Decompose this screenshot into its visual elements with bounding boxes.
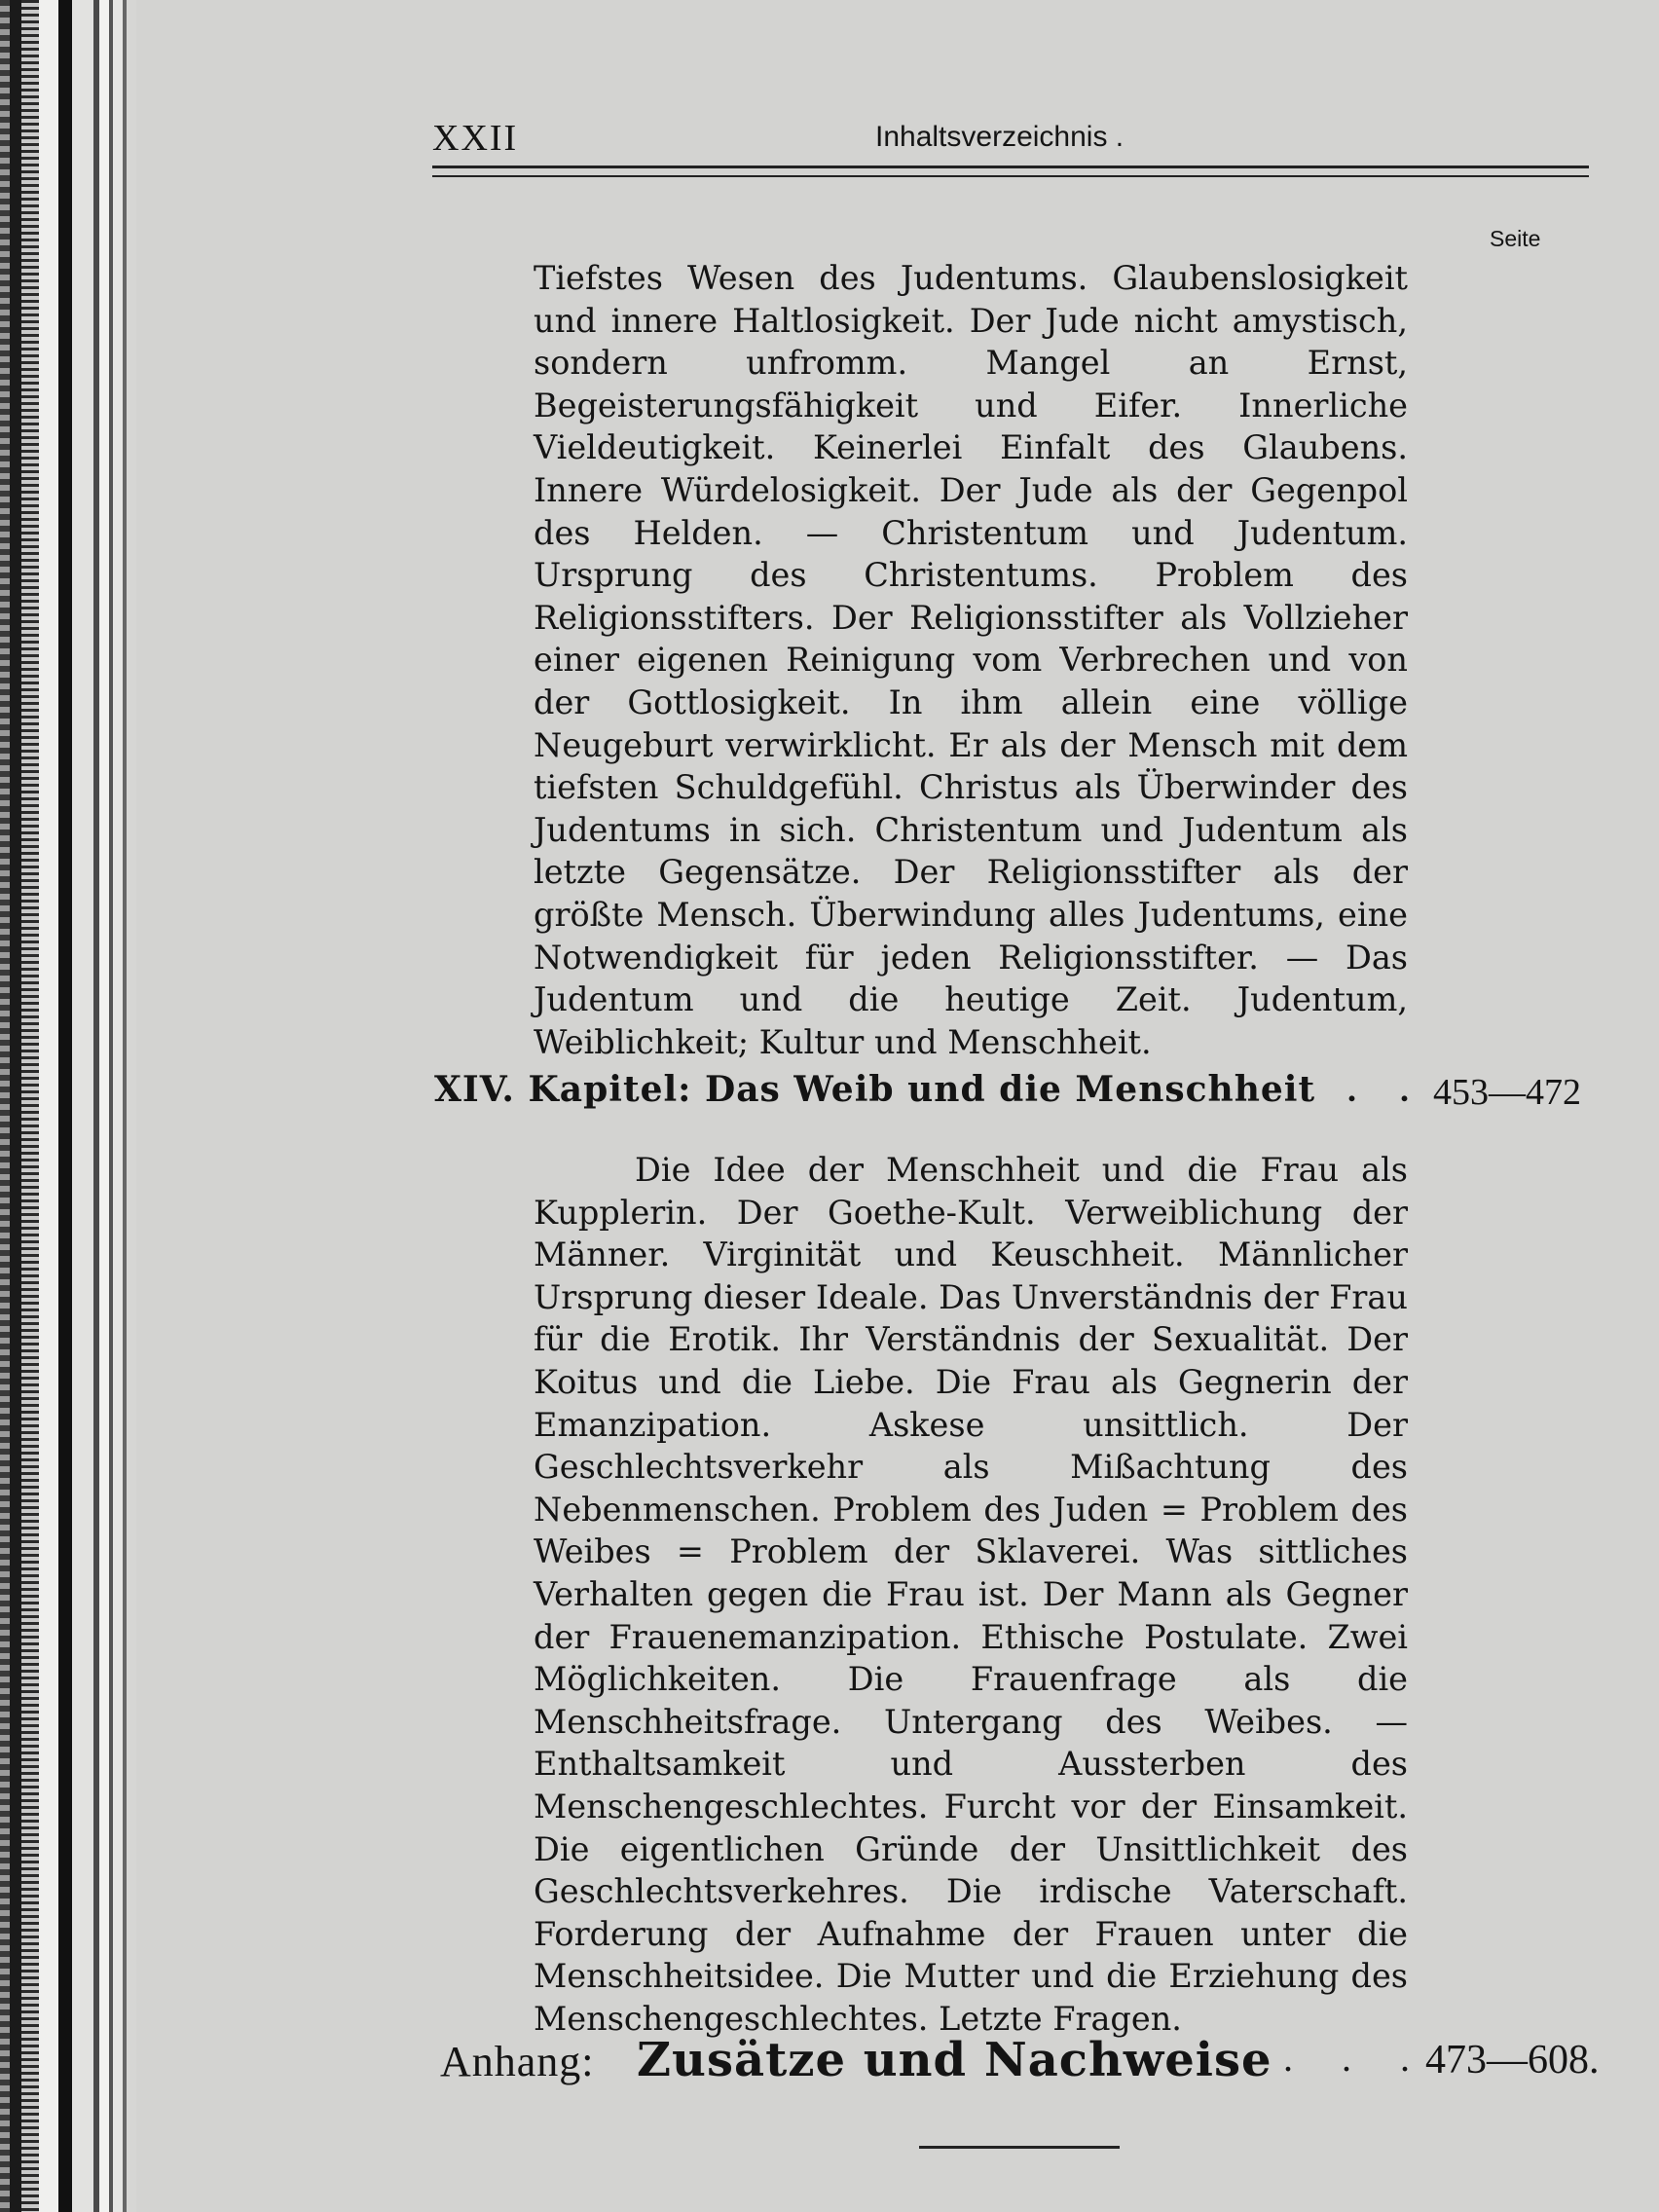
header-rule [432, 166, 1589, 177]
page-column-label: Seite [1490, 226, 1541, 251]
page-range: 453—472 [1433, 1072, 1581, 1113]
chapter-xiii-summary: Tiefstes Wesen des Judentums. Glaubenslosigkeit und innere Haltlosigkeit. Der Jude nicht amystisch, sondern unfromm. Mangel an Ernst, Begeisterungsfähigkeit und Eifer. Innerliche Vieldeutigkeit. Keinerlei Einfalt des Glaubens. Innere Würdelosigkeit. Der Jude als der Gegenpol des Helden. — Christentum und Judentum. Ursprung des Christentums. Problem des Religionsstifters. Der Religionsstifter als Vollzieher einer eigenen Reinigung vom Verbrechen und von der Gottlosigkeit. In ihm allein eine völlige Neugeburt verwirklicht. Er als der Mensch mit dem tiefsten Schuldgefühl. Christus als Überwinder des Judentums in sich. Christentum und Judentum als letzte Gegensätze. Der Religionsstifter als der größte Mensch. Überwindung alles Judentums, eine Notwendigkeit für jeden Religionsstifter. — Das Judentum und die heutige Zeit. Judentum, Weiblichkeit; Kultur und Menschheit. [534, 259, 1408, 1061]
running-header [432, 117, 1589, 161]
leader-dots: . . . [1283, 2036, 1429, 2080]
page-number: XXII [432, 118, 519, 159]
leader-dots: . . [1347, 1070, 1426, 1109]
toc-entry-chapter-xiv [434, 1069, 1603, 1124]
chapter-xiv-summary: Die Idee der Menschheit und die Frau als Kupplerin. Der Goethe-Kult. Verweiblichung der Männer. Virginität und Keuschheit. Männlicher Ursprung dieser Ideale. Das Unverständnis der Frau für die Erotik. Ihr Verständnis der Sexualität. Der Koitus und die Liebe. Die Frau als Gegnerin der Emanzipation. Askese unsittlich. Der Geschlechtsverkehr als Mißachtung des Nebenmenschen. Problem des Juden = Problem des Weibes = Problem der Sklaverei. Was sittliches Verhalten gegen die Frau ist. Der Mann als Gegner der Frauenemanzipation. Ethische Postulate. Zwei Möglichkeiten. Die Frauenfrage als die Menschheitsfrage. Untergang des Weibes. — Enthaltsamkeit und Aussterben des Menschengeschlechtes. Furcht vor der Einsamkeit. Die eigentlichen Gründe der Unsittlichkeit des Geschlechtsverkehres. Die irdische Vaterschaft. Forderung der Aufnahme der Frauen unter die Menschheitsidee. Die Mutter und die Erziehung des Menschengeschlechtes. Letzte Fragen. [534, 1151, 1408, 2038]
chapter-title: XIV. Kapitel: Das Weib und die Menschheit [434, 1069, 1316, 1110]
book-binding [0, 0, 136, 2212]
page-range: 473—608. [1425, 2038, 1600, 2083]
closing-rule [919, 2146, 1120, 2149]
running-title: Inhaltsverzeichnis . [875, 121, 1124, 153]
appendix-title: Zusätze und Nachweise [637, 2033, 1272, 2087]
toc-entry-appendix [440, 2033, 1608, 2095]
appendix-label: Anhang: [440, 2038, 595, 2085]
